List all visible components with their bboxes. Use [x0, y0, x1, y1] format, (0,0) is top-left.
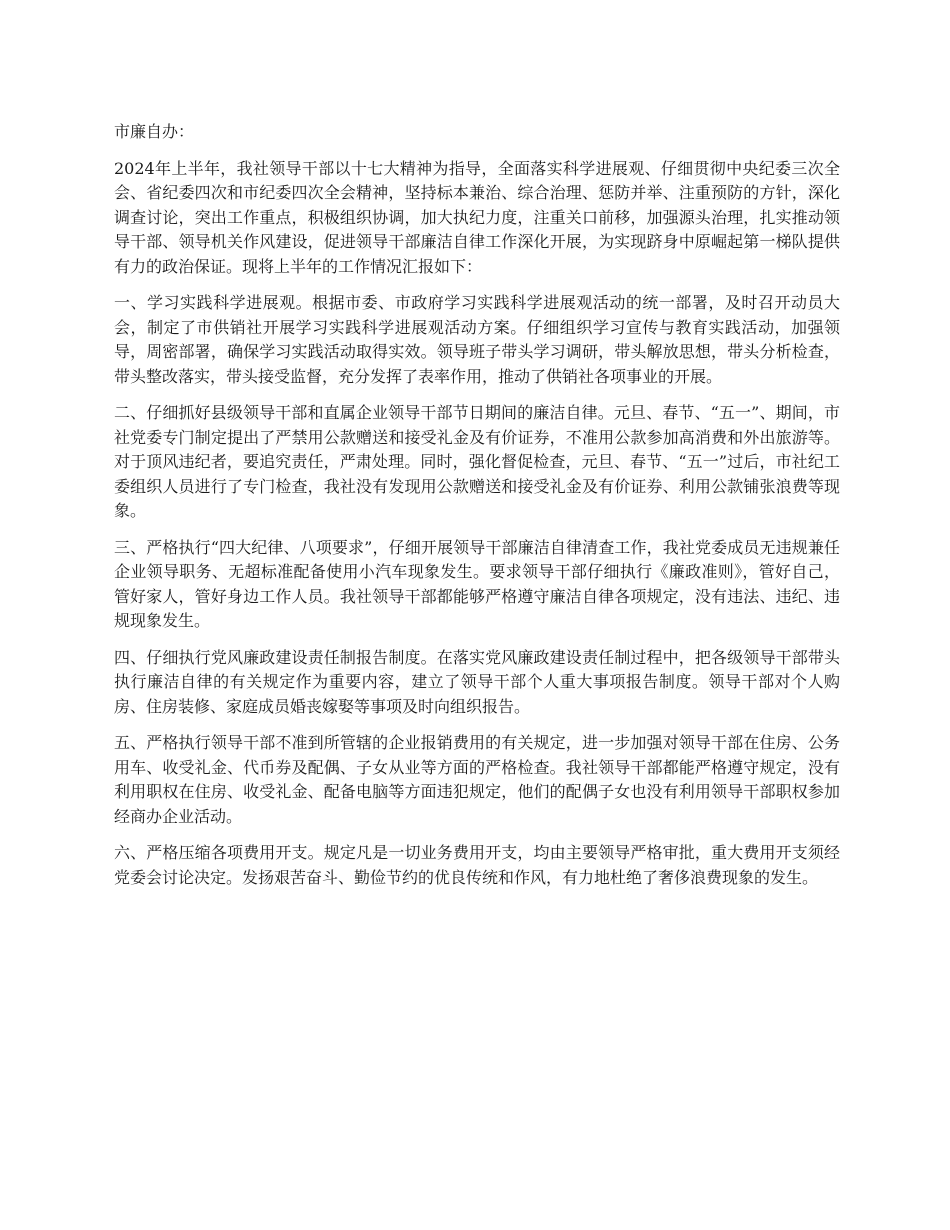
- salutation: 市廉自办：: [114, 122, 195, 141]
- paragraph-section-4: 四、仔细执行党风廉政建设责任制报告制度。在落实党风廉政建设责任制过程中，把各级领导干部带头执行廉洁自律的有关规定作为重要内容，建立了领导干部个人重大事项报告制度。领导干部对个人购房、住房装修、家庭成员婚丧嫁娶等事项及时向组织报告。: [114, 647, 840, 716]
- paragraph-section-2: 二、仔细抓好县级领导干部和直属企业领导干部节日期间的廉洁自律。元旦、春节、“五一”、期间，市社党委专门制定提出了严禁用公款赠送和接受礼金及有价证券，不准用公款参加高消费和外出旅游等。对于顶风违纪者，要追究责任，严肃处理。同时，强化督促检查，元旦、春节、“五一”过后，市社纪工委组织人员进行了专门检查，我社没有发现用公款赠送和接受礼金及有价证券、利用公款铺张浪费等现象。: [114, 403, 840, 520]
- paragraph-section-6: 六、严格压缩各项费用开支。规定凡是一切业务费用开支，均由主要领导严格审批，重大费用开支须经党委会讨论决定。发扬艰苦奋斗、勤俭节约的优良传统和作风，有力地杜绝了奢侈浪费现象的发生。: [114, 843, 840, 887]
- paragraph-section-5: 五、严格执行领导干部不准到所管辖的企业报销费用的有关规定，进一步加强对领导干部在住房、公务用车、收受礼金、代币券及配偶、子女从业等方面的严格检查。我社领导干部都能严格遵守规定，没有利用职权在住房、收受礼金、配备电脑等方面违犯规定，他们的配偶子女也没有利用领导干部职权参加经商办企业活动。: [114, 733, 840, 826]
- document-body: [114, 120, 840, 902]
- paragraph-intro: 2024年上半年，我社领导干部以十七大精神为指导，全面落实科学进展观、仔细贯彻中央纪委三次全会、省纪委四次和市纪委四次全会精神，坚持标本兼治、综合治理、惩防并举、注重预防的方针，深化调查讨论，突出工作重点，积极组织协调，加大执纪力度，注重关口前移，加强源头治理，扎实推动领导干部、领导机关作风建设，促进领导干部廉洁自律工作深化开展，为实现跻身中原崛起第一梯队提供有力的政治保证。现将上半年的工作情况汇报如下：: [114, 158, 840, 276]
- paragraph-section-3: 三、严格执行“四大纪律、八项要求”，仔细开展领导干部廉洁自律清查工作，我社党委成员无违规兼任企业领导职务、无超标准配备使用小汽车现象发生。要求领导干部仔细执行《廉政准则》，管好自己，管好家人，管好身边工作人员。我社领导干部都能够严格遵守廉洁自律各项规定，没有违法、违纪、违规现象发生。: [114, 537, 840, 630]
- paragraph-section-1: 一、学习实践科学进展观。根据市委、市政府学习实践科学进展观活动的统一部署，及时召开动员大会，制定了市供销社开展学习实践科学进展观活动方案。仔细组织学习宣传与教育实践活动，加强领导，周密部署，确保学习实践活动取得实效。领导班子带头学习调研，带头解放思想，带头分析检查，带头整改落实，带头接受监督，充分发挥了表率作用，推动了供销社各项事业的开展。: [114, 293, 840, 386]
